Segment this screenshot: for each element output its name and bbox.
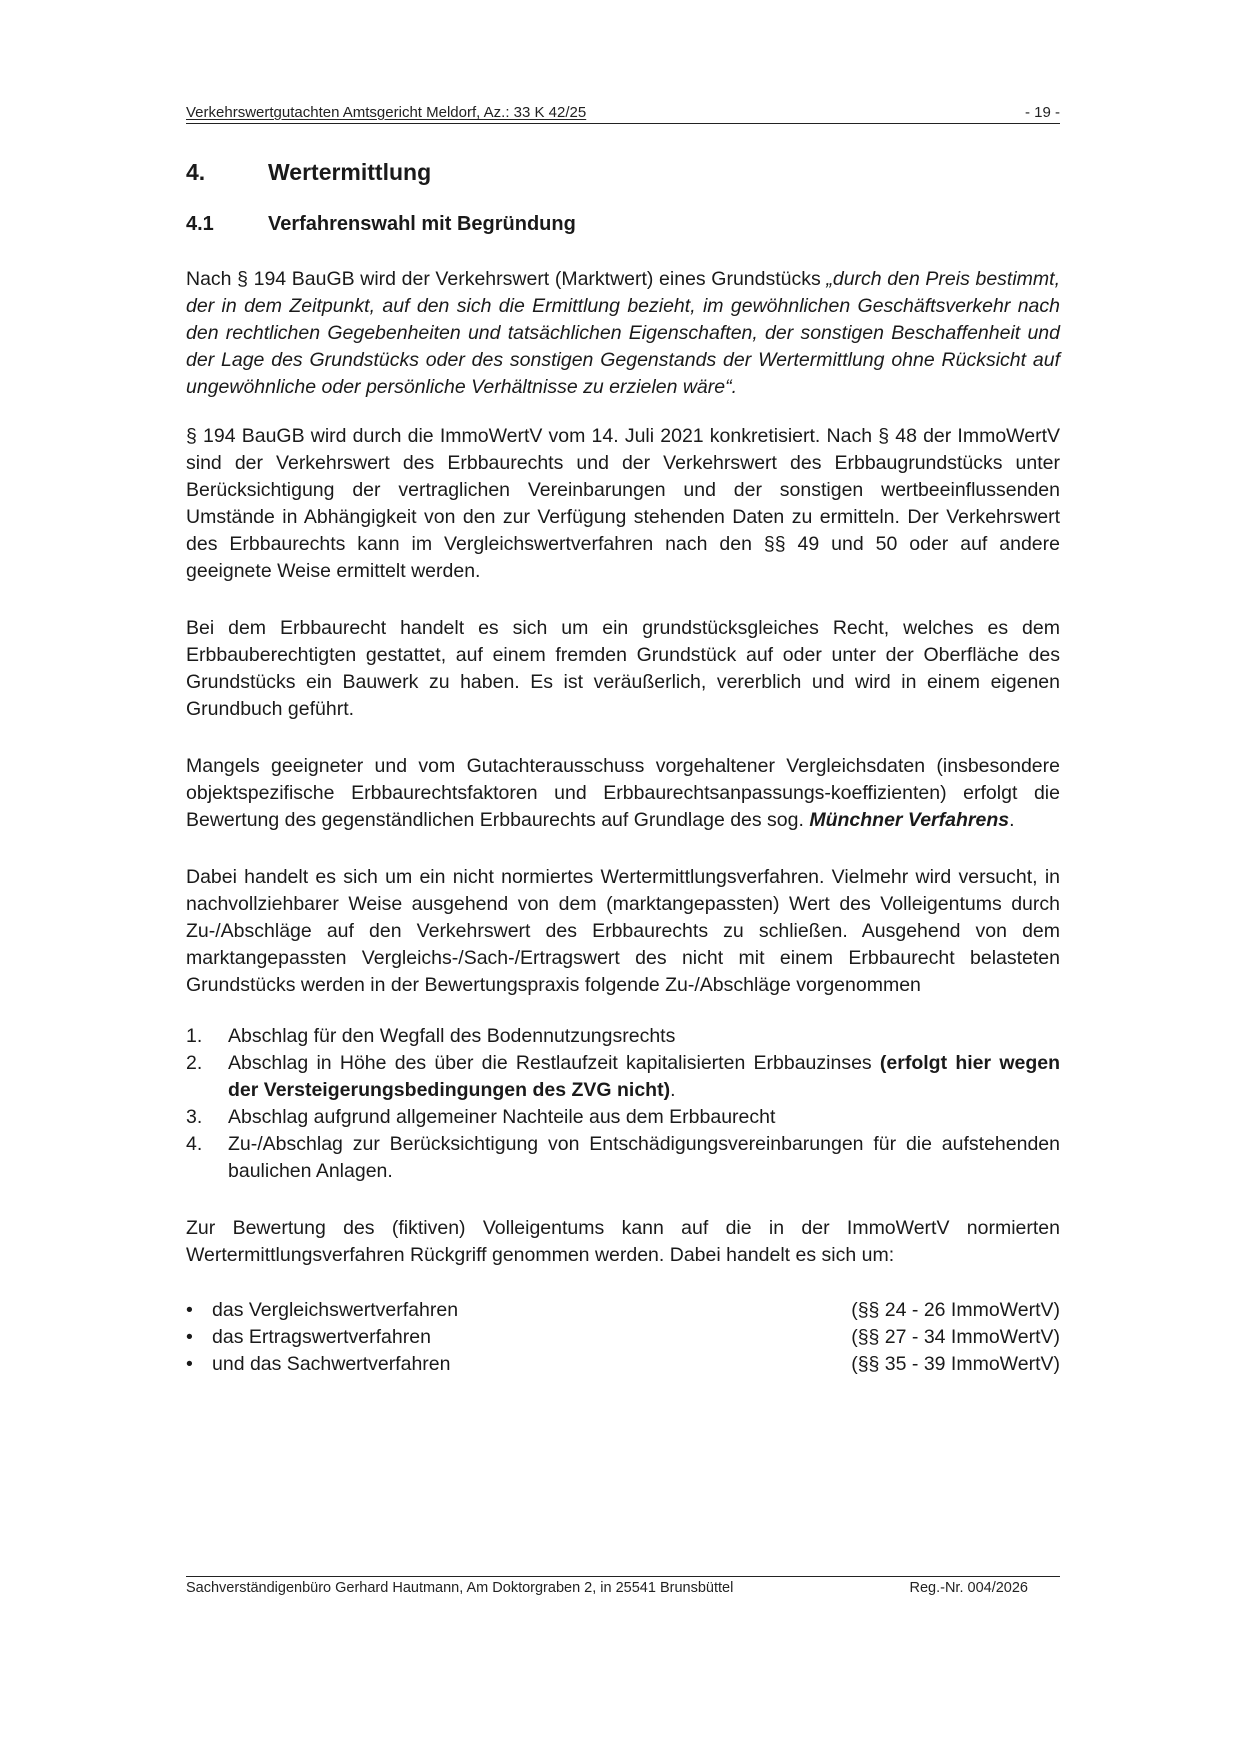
adjustment-list	[186, 1023, 1060, 1185]
procedure-reference: (§§ 27 - 34 ImmoWertV)	[851, 1326, 1060, 1348]
list-item	[186, 1297, 1060, 1324]
list-text-tail: .	[670, 1079, 676, 1101]
procedure-name: das Vergleichswertverfahren	[212, 1299, 459, 1321]
bullet-icon: •	[186, 1353, 193, 1375]
legal-quote: „durch den Preis bestimmt, der in dem Zeitpunkt, auf den sich die Ermittlung bezieht, im gewöhnlichen Geschäftsverkehr nach den rechtlichen Gegebenheiten und tatsächlichen Eigenschaften, der sonstigen Beschaffenheit und der Lage des Grundstücks oder des sonstigen Gegenstands der Wertermittlung ohne Rücksicht auf ungewöhnliche oder persönliche Verhältnisse zu erzielen wäre“.	[186, 268, 1060, 398]
list-item	[186, 1131, 1060, 1185]
paragraph-definition	[186, 266, 1060, 401]
subsection-title: Verfahrenswahl mit Begründung	[268, 213, 576, 235]
paragraph-method	[186, 753, 1060, 834]
paragraph-valuation: Zur Bewertung des (fiktiven) Volleigentums kann auf die in der ImmoWertV normierten Wertermittlungsverfahren Rückgriff genommen werden. Dabei handelt es sich um:	[186, 1217, 1060, 1266]
paragraph-lead: Mangels geeigneter und vom Gutachterausschuss vorgehaltener Vergleichsdaten (insbesondere objektspezifische Erbbaurechtsfaktoren und Erbbaurechtsanpassungs-koeffizienten) erfolgt die Bewertung des gegenständlichen Erbbaurechts auf Grundlage des sog.	[186, 755, 1060, 831]
page-footer	[186, 1576, 1060, 1598]
section-heading	[186, 156, 1060, 188]
list-text: Zu-/Abschlag zur Berücksichtigung von Entschädigungsvereinbarungen für die aufstehenden baulichen Anlagen.	[228, 1133, 1060, 1182]
list-text: Abschlag für den Wegfall des Bodennutzungsrechts	[228, 1025, 676, 1047]
list-number: 1.	[186, 1025, 203, 1047]
paragraph-tail: .	[1009, 809, 1015, 831]
list-number: 4.	[186, 1133, 203, 1155]
bullet-icon: •	[186, 1326, 193, 1348]
procedure-name: und das Sachwertverfahren	[212, 1353, 451, 1375]
subsection-heading	[186, 210, 1060, 238]
header-case-reference: Verkehrswertgutachten Amtsgericht Meldorf, Az.: 33 K 42/25	[186, 104, 587, 121]
section-number: 4.	[186, 159, 206, 185]
list-item	[186, 1050, 1060, 1104]
list-item	[186, 1351, 1060, 1378]
list-text: Abschlag aufgrund allgemeiner Nachteile aus dem Erbbaurecht	[228, 1106, 776, 1128]
procedure-reference: (§§ 35 - 39 ImmoWertV)	[851, 1353, 1060, 1375]
paragraph-immowertv: § 194 BauGB wird durch die ImmoWertV vom 14. Juli 2021 konkretisiert. Nach § 48 der ImmoWertV sind der Verkehrswert des Erbbaurechts und der Verkehrswert des Erbbaugrundstücks unter Berücksichtigung der vertraglichen Vereinbarungen und der sonstigen wertbeeinflussenden Umstände in Abhängigkeit von den zur Verfügung stehenden Daten zu ermitteln. Der Verkehrswert des Erbbaurechts kann im Vergleichswertverfahren nach den §§ 49 und 50 oder auf andere geeignete Weise ermittelt werden.	[186, 425, 1060, 582]
list-item	[186, 1324, 1060, 1351]
subsection-number: 4.1	[186, 213, 214, 235]
method-name: Münchner Verfahrens	[809, 809, 1010, 831]
list-item	[186, 1023, 1060, 1050]
list-text	[228, 1050, 1060, 1104]
list-number: 2.	[186, 1052, 203, 1074]
page-header	[186, 104, 1060, 124]
procedure-reference: (§§ 24 - 26 ImmoWertV)	[851, 1299, 1060, 1321]
list-text-bold: (erfolgt hier wegen der Versteigerungsbedingungen des ZVG nicht)	[228, 1052, 1060, 1101]
footer-registration-number: Reg.-Nr. 004/2026	[909, 1580, 1028, 1596]
procedure-name: das Ertragswertverfahren	[212, 1326, 431, 1348]
page-number: - 19 -	[1024, 104, 1060, 121]
document-body	[186, 156, 1060, 1378]
bullet-icon: •	[186, 1299, 193, 1321]
section-title: Wertermittlung	[268, 159, 432, 185]
list-text-main: Abschlag in Höhe des über die Restlaufzeit kapitalisierten Erbbauzinses	[228, 1052, 880, 1074]
paragraph-procedure: Dabei handelt es sich um ein nicht normiertes Wertermittlungsverfahren. Vielmehr wird versucht, in nachvollziehbarer Weise ausgehend von dem (marktangepassten) Wert des Volleigentums durch Zu-/Abschläge auf den Verkehrswert des Erbbaurechts zu schließen. Ausgehend von dem marktangepassten Vergleichs-/Sach-/Ertragswert des nicht mit einem Erbbaurecht belasteten Grundstücks werden in der Bewertungspraxis folgende Zu-/Abschläge vorgenommen	[186, 866, 1060, 996]
paragraph-erbbaurecht: Bei dem Erbbaurecht handelt es sich um ein grundstücksgleiches Recht, welches es dem Erbbauberechtigten gestattet, auf einem fremden Grundstück auf oder unter der Oberfläche des Grundstücks ein Bauwerk zu haben. Es ist veräußerlich, vererblich und wird in einem eigenen Grundbuch geführt.	[186, 617, 1060, 720]
list-number: 3.	[186, 1106, 203, 1128]
paragraph-lead: Nach § 194 BauGB wird der Verkehrswert (Marktwert) eines Grundstücks	[186, 268, 827, 290]
procedure-list	[186, 1297, 1060, 1378]
list-item	[186, 1104, 1060, 1131]
footer-office-address: Sachverständigenbüro Gerhard Hautmann, Am Doktorgraben 2, in 25541 Brunsbüttel	[186, 1580, 734, 1596]
